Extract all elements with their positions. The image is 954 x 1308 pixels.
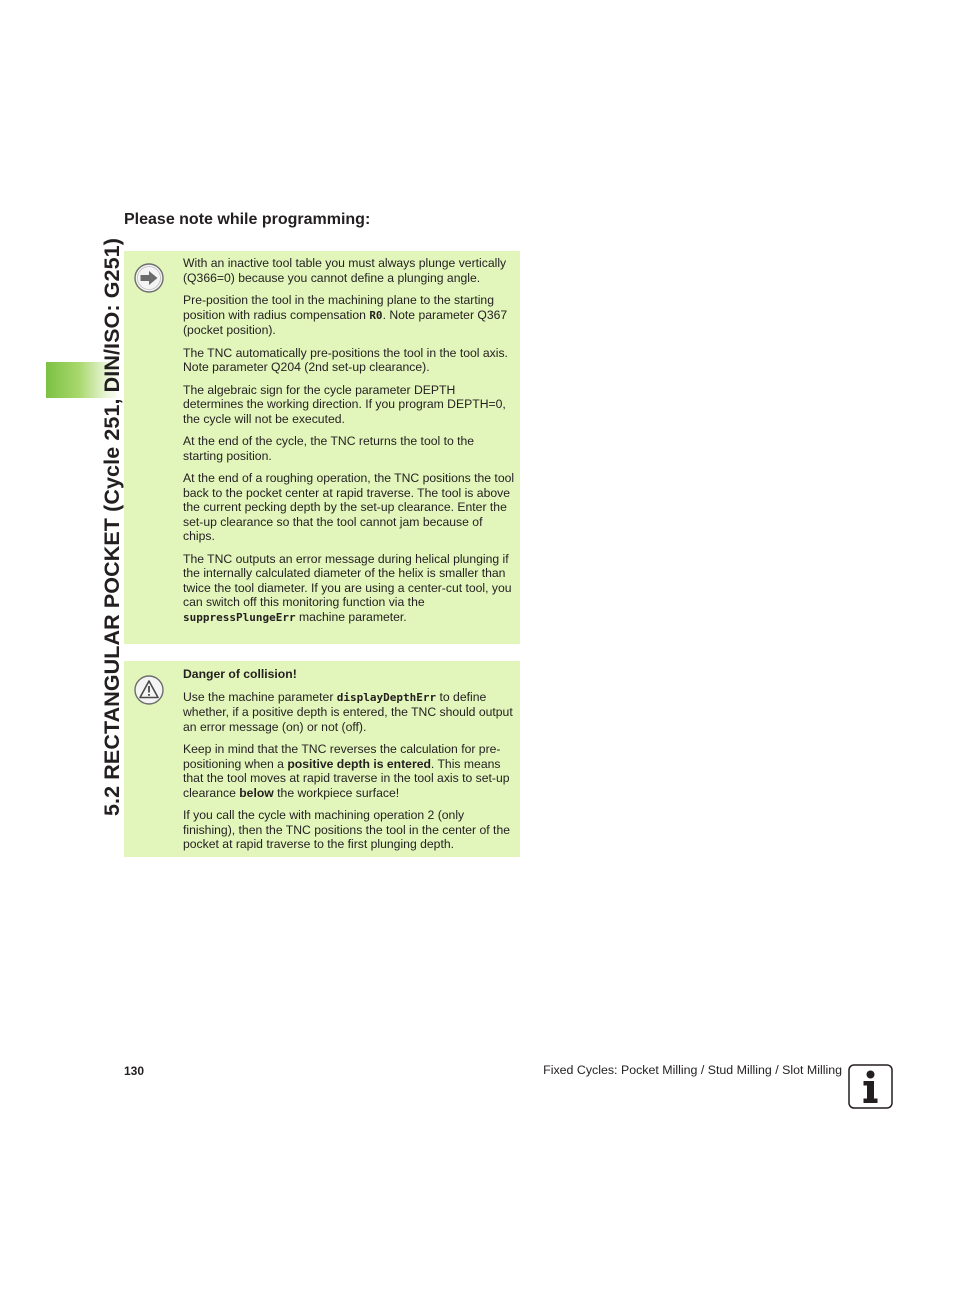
collision-warning-box bbox=[124, 661, 520, 857]
code-r0: R0 bbox=[369, 308, 383, 322]
code-display-depth-err: displayDepthErr bbox=[336, 690, 437, 704]
footer-chapter-title: Fixed Cycles: Pocket Milling / Stud Milling / Slot Milling bbox=[543, 1063, 842, 1077]
collision-warning-text bbox=[183, 667, 515, 860]
note-paragraph: The TNC outputs an error message during helical plunging if the internally calculated diameter of the helix is smaller than twice the tool diameter. If you are using a center-cut tool, you can switch off this monitoring function via the suppressPlungeErr machine parameter. bbox=[183, 551, 512, 624]
side-chapter-title: 5.2 RECTANGULAR POCKET (Cycle 251, DIN/ISO: G251) bbox=[100, 238, 124, 816]
programming-notes-box bbox=[124, 251, 520, 644]
warning-paragraph: If you call the cycle with machining operation 2 (only finishing), then the TNC positions the tool in the center of the pocket at rapid traverse to the first plunging depth. bbox=[183, 808, 510, 851]
note-paragraph: At the end of the cycle, the TNC returns the tool to the starting position. bbox=[183, 434, 475, 463]
note-paragraph: With an inactive tool table you must always plunge vertically (Q366=0) because you cannot define a plunging angle. bbox=[183, 256, 507, 285]
page-number: 130 bbox=[124, 1064, 145, 1078]
warning-paragraph: Keep in mind that the TNC reverses the calculation for pre-positioning when a positive depth is entered. This means that the tool moves at rapid traverse in the tool axis to set-up clearance below the workpiece surface! bbox=[183, 742, 510, 800]
arrow-right-icon bbox=[134, 263, 164, 293]
note-paragraph: At the end of a roughing operation, the TNC positions the tool back to the pocket center at rapid traverse. The tool is above the current pecking depth by the set-up clearance. Enter the set-up clearance so that the tool cannot jam because of chips. bbox=[183, 471, 515, 543]
note-paragraph: The TNC automatically pre-positions the tool in the tool axis. Note parameter Q204 (2nd set-up clearance). bbox=[183, 345, 508, 374]
warning-triangle-icon bbox=[134, 675, 164, 705]
programming-notes-text bbox=[183, 256, 515, 633]
code-suppress-plunge-err: suppressPlungeErr bbox=[183, 610, 296, 624]
note-paragraph: The algebraic sign for the cycle parameter DEPTH determines the working direction. If you program DEPTH=0, the cycle will not be executed. bbox=[183, 382, 506, 426]
section-heading: Please note while programming: bbox=[124, 211, 371, 228]
warning-title: Danger of collision! bbox=[183, 667, 297, 681]
note-paragraph: Pre-position the tool in the machining plane to the starting position with radius compensation R0. Note parameter Q367 (pocket position). bbox=[183, 293, 508, 337]
info-icon bbox=[848, 1064, 893, 1109]
warning-paragraph: Use the machine parameter displayDepthErr to define whether, if a positive depth is entered, the TNC should output an error message (on) or not (off). bbox=[183, 689, 513, 734]
